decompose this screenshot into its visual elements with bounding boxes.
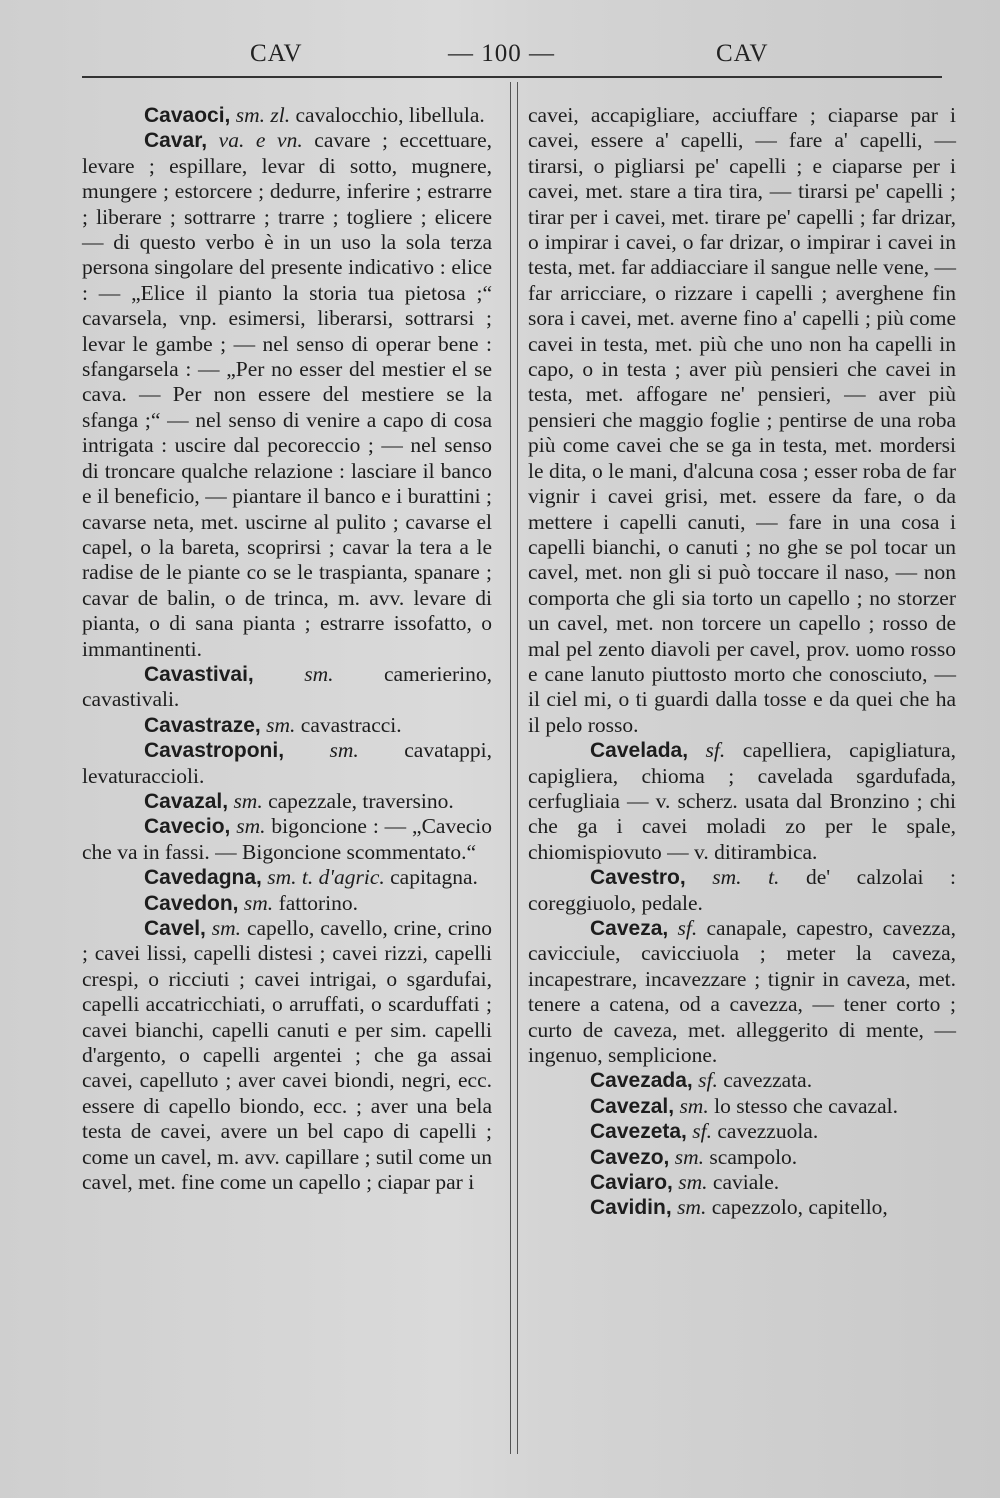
entry-definition: capezzale, traversino. xyxy=(268,788,454,813)
entry-grammar: sm. xyxy=(211,916,242,940)
entry-headword: Cavezeta, xyxy=(590,1120,687,1144)
entry-definition: cavalocchio, libellula. xyxy=(295,103,485,127)
entry-definition: caviale. xyxy=(712,1170,780,1195)
dictionary-entry xyxy=(82,789,492,814)
entry-headword: Cavezo, xyxy=(590,1145,670,1169)
entry-headword: Cavezal, xyxy=(590,1094,675,1118)
dictionary-entry xyxy=(82,662,492,713)
entry-headword: Cavezada, xyxy=(590,1069,693,1093)
entry-grammar: sm. zl. xyxy=(235,103,291,127)
entry-definition: cavei, accapigliare, acciuffare ; ciaparse par i cavei, essere a' capelli, — fare a' capelli, — tirarsi, o pigliarsi pe' capelli ; e ciaparse per i cavei, met. stare a tira tira, — tirarsi pe' capelli ; tirar per i cavei, met. tirare pe' capelli ; far drizar, o impirar i cavei, o far drizar, o impirar i cavei in testa, met. far addiacciare il sangue nelle vene, — far arricciare, o rizzare i capelli ; averghene fin sora i cavei, met. averne fino a' capelli ; più come cavei in testa, met. più che uno non ha capelli in capo, o in testa ; aver più pensieri che cavei in testa, met. affogare ne' pensieri, — aver più pensieri che maggio foglie ; pentirse de una roba più come cavei che se ga in testa, met. mordersi le dita, o le mani, d'alcuna cosa ; esser roba de far vignir i cavei grisi, met. essere da fare, o da mettere i capelli canuti, — fare in una cosa i capelli bianchi, o canuti ; no ghe se pol tocar un cavel, met. non gli si può toccare il naso, — non comporta che gli sia torto un capello ; no storzer un cavel, met. non torcere un capello ; rosso de mal pel zento diavoli per cavel, prov. uomo rosso e cane lanuto piuttosto morto che conosciuto, — il ciel mi, o ti guardi dalla tosse e da quei che ha il pelo rosso. xyxy=(528,103,957,737)
entry-headword: Cavar, xyxy=(144,129,208,153)
running-head-right: CAV xyxy=(716,40,769,67)
entry-grammar: va. e vn. xyxy=(218,128,303,153)
dictionary-entry xyxy=(82,865,492,890)
running-head-left: CAV xyxy=(250,40,303,67)
header-rule xyxy=(82,76,942,78)
dictionary-entry xyxy=(82,103,492,128)
entry-grammar: sm. xyxy=(678,1170,708,1195)
dictionary-entry xyxy=(82,713,492,738)
entry-definition: cavezzata. xyxy=(723,1068,813,1093)
entry-definition: cavastracci. xyxy=(300,712,402,737)
dictionary-entry xyxy=(528,1195,956,1220)
dictionary-entry xyxy=(528,738,956,865)
dictionary-entry xyxy=(528,916,956,1068)
entry-headword: Cavazal, xyxy=(144,789,229,813)
entry-headword: Cavestro, xyxy=(590,866,686,890)
entry-grammar: sm. xyxy=(677,1195,707,1220)
entry-grammar: sm. xyxy=(329,738,359,763)
dictionary-entry xyxy=(528,1094,956,1119)
dictionary-entry xyxy=(528,1170,956,1195)
entry-grammar: sm. t. d'agric. xyxy=(267,865,385,890)
entry-definition: scampolo. xyxy=(709,1144,798,1169)
entry-headword: Cavelada, xyxy=(590,739,689,763)
page-number: — 100 — xyxy=(448,40,555,67)
entry-grammar: sf. xyxy=(692,1119,712,1144)
entry-headword: Cavidin, xyxy=(590,1196,672,1220)
entry-grammar: sf. xyxy=(705,738,726,763)
entry-grammar: sm. t. xyxy=(712,865,780,890)
entry-headword: Cavaoci, xyxy=(144,104,231,127)
entry-headword: Cavastroponi, xyxy=(144,739,285,763)
entry-grammar: sf. xyxy=(698,1068,718,1093)
entry-definition: canapale, capestro, cavezza, cavicciule, cavicciuola ; meter la caveza, incapestrare, incavezzare ; tignir in caveza, met. tenere a catena, od a cavezza, — tener corto ; curto de caveza, met. alleggerito di mente, — ingenuo, semplicione. xyxy=(528,916,957,1068)
entry-headword: Cavecio, xyxy=(144,815,231,839)
dictionary-entry xyxy=(528,1145,956,1170)
entry-headword: Caveza, xyxy=(590,917,669,940)
dictionary-entry xyxy=(528,1119,956,1144)
right-column xyxy=(528,103,956,1221)
entry-definition: cavezzuola. xyxy=(717,1119,819,1144)
entry-grammar: sm. xyxy=(674,1144,705,1169)
entry-grammar: sm. xyxy=(233,788,263,813)
entry-definition: capello, cavello, crine, crino ; cavei lissi, capelli distesi ; cavei rizzi, capelli crespi, o ricciuti ; cavei intrigai, o sgardufai, capelli accatricchiati, o arruffati, o scarduffati ; cavei bianchi, capelli canuti e per sim. capelli d'argento, o capelli argentei ; che ga assai cavei, capelluto ; aver cavei biondi, negri, ecc. essere di capello biondo, ecc. ; aver una bela testa de cavei, avere un bel capo di capelli ; come un cavel, m. avv. capillare ; sutil come un cavel, met. fine come un capello ; ciapar par i xyxy=(82,916,493,1195)
entry-headword: Caviaro, xyxy=(590,1171,673,1195)
entry-grammar: sm. xyxy=(266,712,296,737)
dictionary-entry xyxy=(82,814,492,865)
entry-definition: de' calzolai : coreggiuolo, pedale. xyxy=(528,865,957,915)
entry-grammar: sm. xyxy=(243,890,274,915)
entry-definition: fattorino. xyxy=(278,890,358,915)
dictionary-entry xyxy=(82,128,492,662)
entry-headword: Cavedagna, xyxy=(144,866,262,890)
entry-headword: Cavel, xyxy=(144,917,206,940)
entry-grammar: sm. xyxy=(679,1093,709,1118)
left-column xyxy=(82,103,492,1195)
entry-definition: camerierino, cavastivali. xyxy=(82,661,493,712)
dictionary-entry xyxy=(82,738,492,789)
entry-definition: capelliera, capigliatura, capigliera, chioma ; cavelada sgardufada, cerfugliaia — v. scherz. usata dal Bronzino ; chi che ga i cavei moladi zo per le spale, chiomispiovuto — v. ditirambica. xyxy=(528,738,956,864)
dictionary-entry xyxy=(82,916,492,1195)
entry-headword: Cavedon, xyxy=(144,891,239,915)
entry-grammar: sm. xyxy=(236,814,266,839)
entry-definition: lo stesso che cavazal. xyxy=(714,1093,898,1118)
entry-headword: Cavastivai, xyxy=(144,662,254,686)
column-divider xyxy=(510,82,518,1454)
entry-definition: cavatappi, levaturaccioli. xyxy=(82,738,492,788)
entry-grammar: sf. xyxy=(677,916,698,940)
entry-definition: bigoncione : — „Cavecio che va in fassi. — Bigoncione scommentato.“ xyxy=(82,814,493,864)
entry-headword: Cavastraze, xyxy=(144,713,261,737)
dictionary-entry xyxy=(82,891,492,916)
entry-definition: capezzolo, capitello, xyxy=(711,1195,888,1220)
entry-definition: capitagna. xyxy=(390,865,478,890)
dictionary-entry xyxy=(528,1068,956,1093)
dictionary-entry xyxy=(528,865,956,916)
entry-grammar: sm. xyxy=(304,661,334,686)
entry-definition: cavare ; eccettuare, levare ; espillare, levar di sotto, mugnere, mungere ; estorcere ; dedurre, inferire ; estrarre ; liberare ; sottrarre ; trarre ; togliere ; elicere — di questo verbo è in un uso la sola terza persona singolare del presente indicativo : elice : — „Elice il pianto la storia tua pietosa ;“ cavarsela, vnp. esimersi, liberarsi, sottrarsi ; levar le gambe ; — nel senso di operar bene : sfangarsela : — „Per no esser del mestier el se cava. — Per non essere del mestiere se la sfanga ;“ — nel senso di venire a capo di cosa intrigata : uscire dal pecoreccio ; — nel senso di troncare qualche relazione : lasciare il banco e il beneficio, — piantare il banco e i burattini ; cavarse neta, met. uscirne al pulito ; cavarse el capel, o la bareta, scoprirsi ; cavar la tera a le radise de le piante co se le traspianta, spanare ; cavar de balin, o de trinca, m. avv. levare di pianta, o di sana pianta ; estrarre issofatto, o immantinenti. xyxy=(82,128,493,661)
dictionary-entry xyxy=(528,103,956,738)
